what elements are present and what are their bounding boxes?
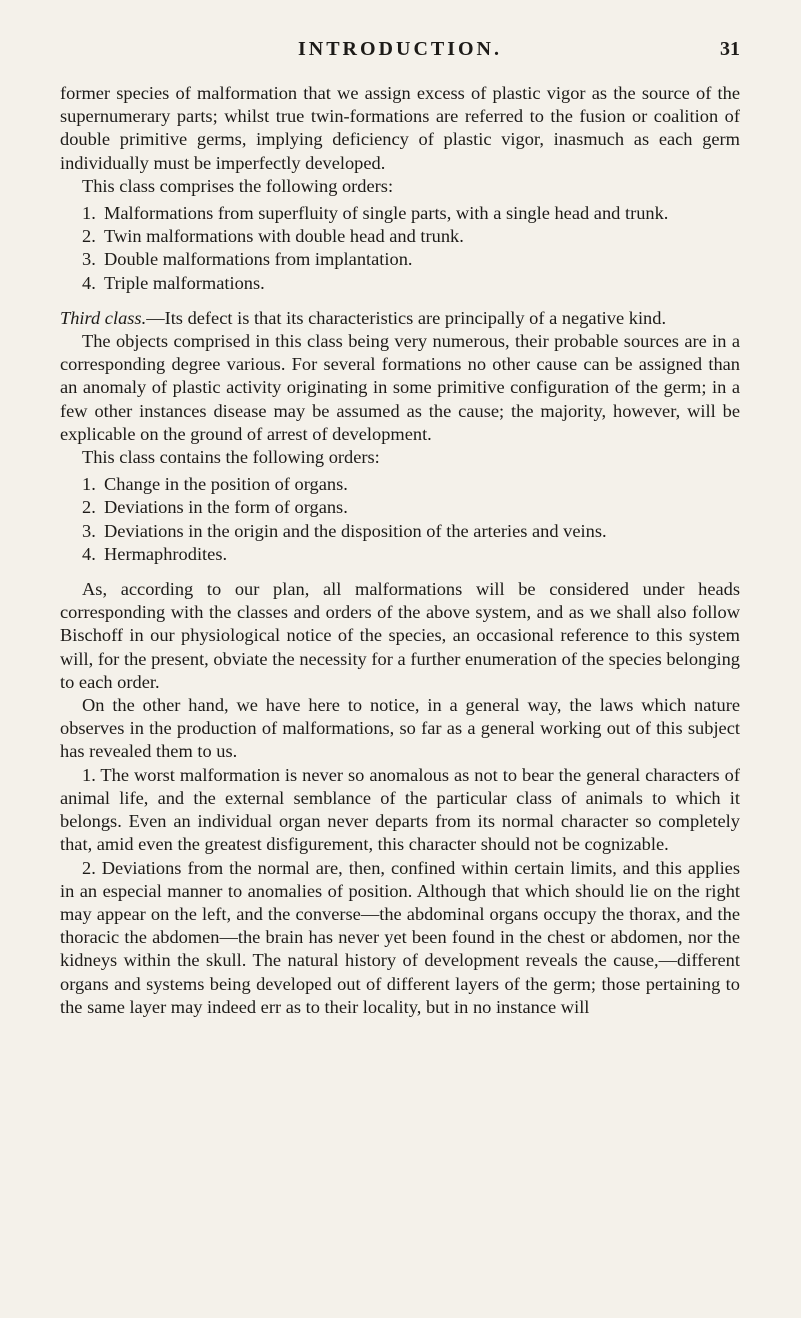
list-item: [60, 496, 740, 519]
list-text: Deviations in the form of organs.: [104, 497, 348, 518]
list-number: 4.: [82, 272, 96, 293]
list-number: 1.: [82, 474, 96, 495]
list-number: 2.: [82, 497, 96, 518]
list-item: [60, 473, 740, 496]
paragraph-text: —Its defect is that its characteristics are principally of a negative kind.: [146, 307, 667, 328]
list-text: Deviations in the origin and the disposition of the arteries and veins.: [104, 520, 607, 541]
list-item: [60, 202, 740, 225]
paragraph: 2. Deviations from the normal are, then, confined within certain limits, and this applies in an especial manner to anomalies of position. Although that which should lie on the right may appear on the left, and the converse—the abdominal organs occupy the thorax, and the thoracic the abdomen—the brain has never yet been found in the chest or abdomen, nor the kidneys within the skull. The natural history of development reveals the cause,—different organs and systems being developed out of different layers of the germ; those pertaining to the same layer may indeed err as to their locality, but in no instance will: [60, 857, 740, 1017]
list-text: Malformations from superfluity of single parts, with a single head and trunk.: [104, 203, 669, 224]
paragraph-third-class: [60, 307, 740, 330]
page-header: [60, 38, 740, 68]
list-item: [60, 272, 740, 295]
paragraph: 1. The worst malformation is never so anomalous as not to bear the general characters of animal life, and the external semblance of the particular class of animals to which it belongs. Even an individual organ never departs from its normal character so completely that, amid even the greatest disfigurement, this character should not be cognizable.: [60, 764, 740, 855]
list-text: Triple malformations.: [104, 272, 265, 293]
list-item: [60, 225, 740, 248]
paragraph: This class contains the following orders:: [82, 447, 380, 468]
paragraph: former species of malformation that we assign excess of plastic vigor as the source of the supernumerary parts; whilst true twin-formations are referred to the fusion or coalition of double primitive germs, implying deficiency of plastic vigor, inasmuch as each germ individually must be imperfectly developed.: [60, 83, 740, 173]
body-text: [60, 82, 740, 1019]
paragraph: This class comprises the following orders:: [82, 175, 394, 196]
paragraph: On the other hand, we have here to notice, in a general way, the laws which nature observes in the production of malformations, so far as a general working out of this subject has revealed them to us.: [60, 695, 740, 762]
list-item: [60, 248, 740, 271]
list-text: Hermaphrodites.: [104, 543, 228, 564]
orders-list-second-class: [60, 202, 740, 295]
orders-list-third-class: [60, 473, 740, 566]
list-item: [60, 520, 740, 543]
list-number: 4.: [82, 543, 96, 564]
list-text: Double malformations from implantation.: [104, 249, 413, 270]
list-item: [60, 543, 740, 566]
list-text: Twin malformations with double head and trunk.: [104, 226, 464, 247]
paragraph: The objects comprised in this class being very numerous, their probable sources are in a corresponding degree various. For several formations no other cause can be assigned than an anomaly of plastic activity originating in some primitive configuration of the germ; in a few other instances disease may be assumed as the cause; the majority, however, will be explicable on the ground of arrest of development.: [60, 331, 740, 444]
section-label: Third class.: [60, 307, 147, 328]
list-number: 2.: [82, 226, 96, 247]
page-number: 31: [720, 38, 740, 60]
list-text: Change in the position of organs.: [104, 474, 348, 495]
list-number: 3.: [82, 249, 96, 270]
list-number: 1.: [82, 203, 96, 224]
running-title: INTRODUCTION.: [297, 38, 503, 60]
list-number: 3.: [82, 520, 96, 541]
paragraph: As, according to our plan, all malformations will be considered under heads corresponding with the classes and orders of the above system, and as we shall also follow Bischoff in our physiological notice of the species, an occasional reference to this system will, for the present, obviate the necessity for a further enumeration of the species belonging to each order.: [60, 579, 740, 692]
